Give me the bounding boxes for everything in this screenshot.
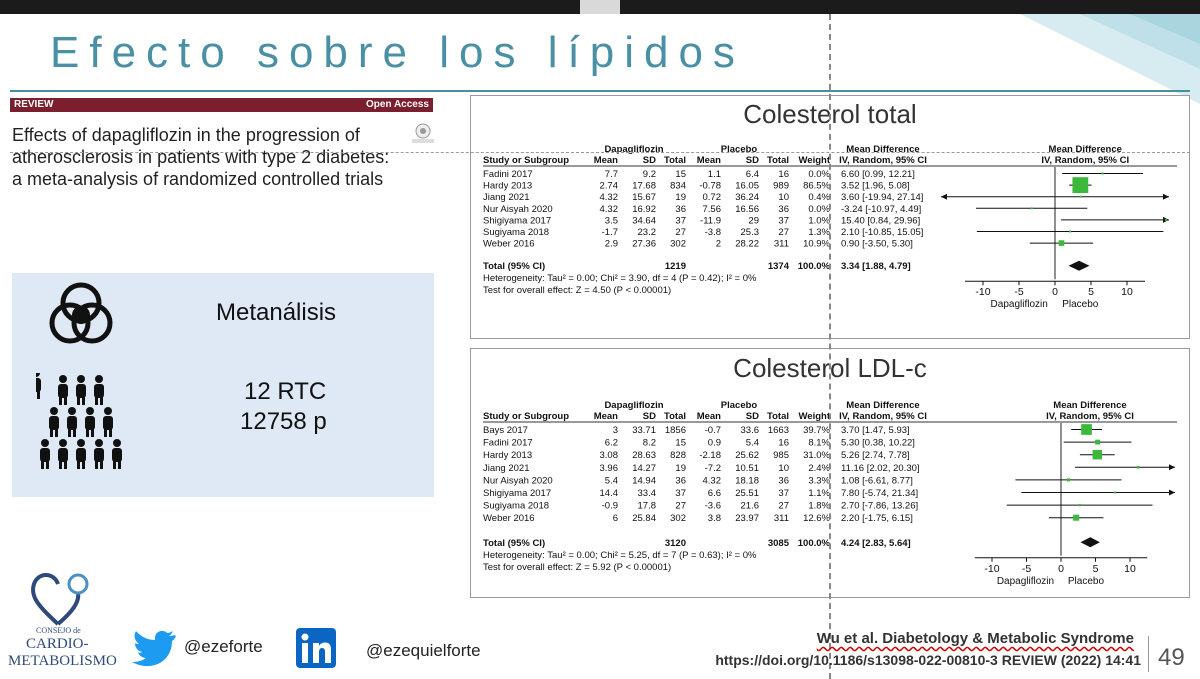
study-sd-2: 23.97 (735, 513, 759, 525)
sd-col-header: SD (642, 411, 656, 422)
x-axis-tick-label: 0 (1058, 562, 1064, 575)
study-n-2: 16 (778, 169, 789, 180)
linkedin-icon[interactable] (296, 628, 340, 670)
slide-title: Efecto sobre los lípidos (50, 28, 745, 77)
x-axis-tick-label: -5 (1021, 562, 1032, 575)
study-name: Bays 2017 (483, 425, 528, 436)
study-n-2: 10 (778, 192, 789, 204)
md-plot-header: Mean Difference (1053, 400, 1127, 411)
group1-header: Dapagliflozin (604, 144, 664, 155)
pooled-diamond (1081, 537, 1100, 547)
study-mean-2: 0.9 (707, 437, 721, 449)
group1-header: Dapagliflozin (604, 400, 664, 411)
study-mean-1: 3.96 (599, 462, 618, 474)
total-label: Total (95% CI) (483, 261, 546, 273)
axis-label-right: Placebo (1067, 575, 1105, 587)
effect-square (1072, 177, 1088, 193)
weight-col-header: Weight (798, 155, 830, 166)
mean-col-header: Mean (696, 155, 721, 166)
study-sd-1: 16.92 (632, 203, 656, 215)
meta-analysis-label: Metanálisis (216, 299, 337, 326)
x-axis-tick-label: 10 (1121, 286, 1133, 299)
study-ci: 3.60 [-19.94, 27.14] (841, 192, 924, 204)
summary-panel (12, 273, 434, 497)
study-ci: 15.40 [0.84, 29.96] (841, 215, 921, 227)
study-n-2: 10 (778, 462, 789, 474)
study-ci: 7.80 [-5.74, 21.34] (841, 488, 919, 499)
effect-square (1095, 440, 1100, 445)
top-bar-highlight (580, 0, 620, 14)
check-for-updates-icon (410, 122, 436, 144)
study-ci: -3.24 [-10.97, 4.49] (841, 203, 922, 215)
study-sd-1: 14.27 (632, 462, 656, 474)
weight-col-header: Weight (798, 411, 830, 422)
people-group-icon (36, 373, 126, 473)
plot-title: Colesterol total (743, 99, 917, 129)
md-header: Mean Difference (846, 144, 920, 155)
doi-link[interactable]: https://doi.org/10.1186/s13098-022-00810-3 REVIEW (2022) 14:41 (715, 652, 1141, 668)
study-sd-2: 16.05 (735, 180, 759, 192)
twitter-handle[interactable]: @ezeforte (184, 637, 263, 656)
study-sd-2: 33.6 (740, 425, 759, 436)
study-mean-1: 4.32 (599, 192, 618, 204)
study-n-2: 27 (778, 227, 789, 238)
total-col-header: Total (767, 155, 789, 166)
study-n-1: 36 (675, 475, 686, 487)
overall-effect-text: Test for overall effect: Z = 4.50 (P < 0.00001) (483, 285, 672, 297)
md-sub-header: IV, Random, 95% CI (839, 155, 927, 166)
study-name: Fadini 2017 (483, 437, 533, 449)
study-sd-1: 28.63 (632, 450, 656, 462)
study-name: Shigiyama 2017 (483, 488, 552, 499)
study-weight: 31.0% (803, 450, 830, 462)
md-plot-header: Mean Difference (1048, 144, 1122, 155)
study-sd-2: 10.51 (735, 462, 759, 474)
effect-square (1073, 515, 1079, 521)
axis-label-left: Dapagliflozin (990, 299, 1048, 311)
study-name: Weber 2016 (483, 238, 535, 250)
study-name: Fadini 2017 (483, 169, 533, 180)
study-n-2: 1663 (767, 425, 789, 436)
study-name: Nur Aisyah 2020 (483, 475, 553, 487)
study-name: Shigiyama 2017 (483, 215, 552, 227)
study-n-2: 16 (778, 437, 789, 449)
study-sd-2: 25.51 (735, 488, 759, 499)
overall-effect-text: Test for overall effect: Z = 5.92 (P < 0.00001) (483, 561, 672, 573)
mean-col-header: Mean (593, 155, 618, 166)
study-name: Weber 2016 (483, 513, 535, 525)
total-weight: 100.0% (797, 537, 830, 549)
study-weight: 86.5% (803, 180, 830, 192)
study-mean-1: 14.4 (599, 488, 618, 499)
study-name: Jiang 2021 (483, 192, 530, 204)
total-ci: 4.24 [2.83, 5.64] (841, 537, 911, 549)
total-weight: 100.0% (797, 261, 830, 273)
study-name: Jiang 2021 (483, 462, 530, 474)
study-mean-1: 3 (612, 425, 618, 436)
study-mean-2: -11.9 (700, 215, 721, 227)
study-sd-1: 17.8 (637, 500, 656, 512)
study-sd-2: 36.24 (735, 192, 759, 204)
group2-header: Placebo (720, 400, 758, 411)
horizontal-guide-line (10, 152, 1190, 153)
study-ci: 5.26 [2.74, 7.78] (841, 450, 910, 462)
study-n-2: 989 (773, 180, 789, 192)
citation-text: Wu et al. Diabetology & Metabolic Syndrome (816, 630, 1134, 647)
study-n-1: 834 (670, 180, 686, 192)
study-mean-1: 3.08 (599, 450, 618, 462)
md-plot-sub-header: IV, Random, 95% CI (1046, 411, 1134, 422)
study-name: Hardy 2013 (483, 450, 533, 462)
patient-count-label: 12758 p (240, 408, 327, 435)
study-weight: 1.8% (808, 500, 830, 512)
study-ci: 3.52 [1.96, 5.08] (841, 180, 910, 192)
twitter-icon[interactable] (130, 630, 176, 668)
study-mean-2: -3.6 (704, 500, 721, 512)
consejo-logo (8, 562, 123, 677)
study-mean-2: -2.18 (699, 450, 721, 462)
effect-square (1102, 173, 1104, 175)
md-header: Mean Difference (846, 400, 920, 411)
mean-col-header: Mean (593, 411, 618, 422)
study-ci: 11.16 [2.02, 20.30] (841, 462, 920, 474)
study-sd-2: 25.62 (735, 450, 759, 462)
study-mean-2: 2 (715, 238, 721, 250)
effect-square (1080, 196, 1082, 198)
study-mean-2: 1.1 (707, 169, 721, 180)
title-divider (10, 90, 1190, 92)
study-name: Sugiyama 2018 (483, 500, 550, 512)
x-axis-tick-label: -5 (1014, 286, 1024, 299)
study-name: Hardy 2013 (483, 180, 533, 192)
ci-arrow-right (1169, 464, 1175, 470)
heterogeneity-text: Heterogeneity: Tau² = 0.00; Chi² = 5.25, df = 7 (P = 0.63); I² = 0% (483, 549, 757, 561)
study-n-2: 985 (773, 450, 789, 462)
study-sd-2: 28.22 (735, 238, 759, 250)
study-mean-1: 5.4 (604, 475, 618, 487)
study-ci: 3.70 [1.47, 5.93] (841, 425, 910, 436)
study-name: Sugiyama 2018 (483, 227, 550, 238)
vertical-guide-line (829, 14, 831, 679)
heart-logo-icon (28, 566, 98, 628)
page-number-divider (1148, 636, 1149, 672)
study-n-2: 311 (773, 238, 789, 250)
study-mean-1: -0.9 (601, 500, 618, 512)
study-n-2: 311 (773, 513, 789, 525)
study-weight: 3.3% (808, 475, 830, 487)
study-n-1: 828 (670, 450, 686, 462)
study-mean-2: -0.78 (699, 180, 721, 192)
total-n-1: 1219 (664, 261, 686, 273)
study-weight: 0.0% (808, 203, 830, 215)
study-n-1: 302 (670, 238, 686, 250)
study-sd-1: 9.2 (642, 169, 656, 180)
ci-arrow-left (941, 194, 947, 200)
study-sd-2: 25.3 (740, 227, 759, 238)
effect-square (1081, 424, 1092, 435)
study-sd-2: 21.6 (740, 500, 759, 512)
study-weight: 1.0% (808, 215, 830, 227)
study-sd-1: 33.4 (637, 488, 656, 499)
total-col-header: Total (664, 411, 686, 422)
study-ci: 1.08 [-6.61, 8.77] (841, 475, 913, 487)
study-n-1: 15 (675, 437, 686, 449)
study-weight: 12.6% (803, 513, 830, 525)
mean-col-header: Mean (696, 411, 721, 422)
total-label: Total (95% CI) (483, 537, 546, 549)
effect-square (1069, 231, 1071, 233)
open-access-label: Open Access (366, 99, 429, 110)
md-sub-header: IV, Random, 95% CI (839, 411, 927, 422)
study-ci: 2.10 [-10.85, 15.05] (841, 227, 924, 238)
rtc-count-label: 12 RTC (244, 378, 327, 405)
study-n-1: 1856 (664, 425, 686, 436)
study-mean-1: -1.7 (601, 227, 618, 238)
venn-diagram-icon (48, 281, 114, 347)
study-sd-2: 18.18 (735, 475, 759, 487)
study-n-1: 37 (675, 215, 686, 227)
effect-square (1114, 492, 1116, 494)
effect-square (1137, 466, 1140, 469)
study-sd-2: 5.4 (745, 437, 759, 449)
effect-square (1031, 207, 1033, 209)
effect-square (1078, 504, 1080, 506)
study-sd-1: 33.71 (632, 425, 656, 436)
x-axis-tick-label: 5 (1092, 562, 1099, 575)
study-ci: 5.30 [0.38, 10.22] (841, 437, 915, 449)
study-mean-1: 2.74 (599, 180, 618, 192)
logo-line-3: METABOLISMO (8, 653, 117, 669)
effect-square (1165, 219, 1167, 221)
group2-header: Placebo (720, 144, 758, 155)
study-weight: 10.9% (803, 238, 830, 250)
study-sd-1: 25.84 (632, 513, 656, 525)
study-name: Nur Aisyah 2020 (483, 203, 553, 215)
logo-line-1: CONSEJO de (36, 626, 81, 635)
study-ci: 2.70 [-7.86, 13.26] (841, 500, 919, 512)
study-mean-2: -7.2 (704, 462, 721, 474)
review-banner (10, 98, 433, 112)
study-ci: 0.90 [-3.50, 5.30] (841, 238, 913, 250)
study-sd-2: 6.4 (745, 169, 759, 180)
study-mean-1: 7.7 (604, 169, 618, 180)
effect-square (1067, 478, 1070, 481)
study-weight: 1.1% (808, 488, 830, 499)
ci-arrow-right (1163, 194, 1169, 200)
study-mean-2: 7.56 (702, 203, 721, 215)
study-sd-1: 27.36 (632, 238, 656, 250)
plot-title: Colesterol LDL-c (733, 353, 927, 383)
study-n-1: 19 (675, 462, 686, 474)
x-axis-tick-label: -10 (984, 562, 1000, 575)
total-n-1: 3120 (664, 537, 686, 549)
study-n-1: 27 (675, 227, 686, 238)
study-n-1: 302 (670, 513, 686, 525)
total-col-header: Total (664, 155, 686, 166)
axis-label-right: Placebo (1062, 299, 1099, 311)
study-mean-2: -0.7 (704, 425, 721, 436)
x-axis-tick-label: -10 (975, 286, 991, 299)
study-n-2: 37 (778, 215, 789, 227)
total-ci: 3.34 [1.88, 4.79] (841, 261, 911, 273)
study-mean-1: 6.2 (604, 437, 618, 449)
study-n-1: 37 (675, 488, 686, 499)
study-mean-1: 4.32 (599, 203, 618, 215)
total-n-2: 3085 (767, 537, 789, 549)
study-n-1: 15 (675, 169, 686, 180)
total-n-2: 1374 (767, 261, 789, 273)
md-plot-sub-header: IV, Random, 95% CI (1041, 155, 1130, 166)
study-weight: 2.4% (808, 462, 830, 474)
effect-square (1093, 450, 1102, 459)
logo-line-2: CARDIO- (26, 636, 89, 652)
study-col-header: Study or Subgroup (483, 155, 570, 166)
study-sd-1: 15.67 (632, 192, 656, 204)
study-mean-1: 6 (612, 513, 618, 525)
pooled-diamond (1069, 261, 1090, 271)
study-n-1: 36 (675, 203, 686, 215)
study-sd-1: 8.2 (642, 437, 656, 449)
study-n-2: 27 (778, 500, 789, 512)
sd-col-header: SD (745, 155, 759, 166)
study-sd-1: 14.94 (632, 475, 656, 487)
total-col-header: Total (767, 411, 789, 422)
study-mean-1: 3.5 (604, 215, 618, 227)
study-mean-2: -3.8 (704, 227, 721, 238)
study-sd-1: 17.68 (632, 180, 656, 192)
study-ci: 2.20 [-1.75, 6.15] (841, 513, 913, 525)
x-axis-tick-label: 10 (1124, 562, 1136, 575)
paper-title: Effects of dapagliflozin in the progression of atherosclerosis in patients with type 2 diabetes: a meta-analysis of randomized controlled trials (12, 125, 390, 189)
study-col-header: Study or Subgroup (483, 411, 570, 422)
study-weight: 0.4% (808, 192, 830, 204)
sd-col-header: SD (745, 411, 759, 422)
study-weight: 8.1% (808, 437, 830, 449)
heterogeneity-text: Heterogeneity: Tau² = 0.00; Chi² = 3.90, df = 4 (P = 0.42); I² = 0% (483, 273, 757, 285)
study-sd-2: 29 (748, 215, 759, 227)
sd-col-header: SD (642, 155, 656, 166)
study-n-2: 37 (778, 488, 789, 499)
study-mean-2: 6.6 (707, 488, 721, 499)
linkedin-handle[interactable]: @ezequielforte (366, 641, 481, 660)
ci-arrow-right (1169, 490, 1175, 496)
study-sd-2: 16.56 (735, 203, 759, 215)
study-weight: 1.3% (808, 227, 830, 238)
x-axis-tick-label: 5 (1088, 286, 1094, 299)
study-n-2: 36 (778, 475, 789, 487)
axis-label-left: Dapagliflozin (996, 575, 1055, 587)
study-weight: 39.7% (803, 425, 830, 436)
study-mean-2: 0.72 (702, 192, 721, 204)
study-mean-2: 4.32 (702, 475, 721, 487)
review-label: REVIEW (14, 99, 54, 110)
effect-square (1059, 240, 1065, 246)
study-mean-1: 2.9 (604, 238, 618, 250)
study-mean-2: 3.8 (707, 513, 721, 525)
study-sd-1: 34.64 (632, 215, 656, 227)
page-number: 49 (1158, 644, 1185, 671)
study-n-2: 36 (778, 203, 789, 215)
x-axis-tick-label: 0 (1052, 286, 1058, 299)
study-weight: 0.0% (808, 169, 830, 180)
study-n-1: 27 (675, 500, 686, 512)
study-sd-1: 23.2 (637, 227, 656, 238)
study-ci: 6.60 [0.99, 12.21] (841, 169, 915, 180)
study-n-1: 19 (675, 192, 686, 204)
